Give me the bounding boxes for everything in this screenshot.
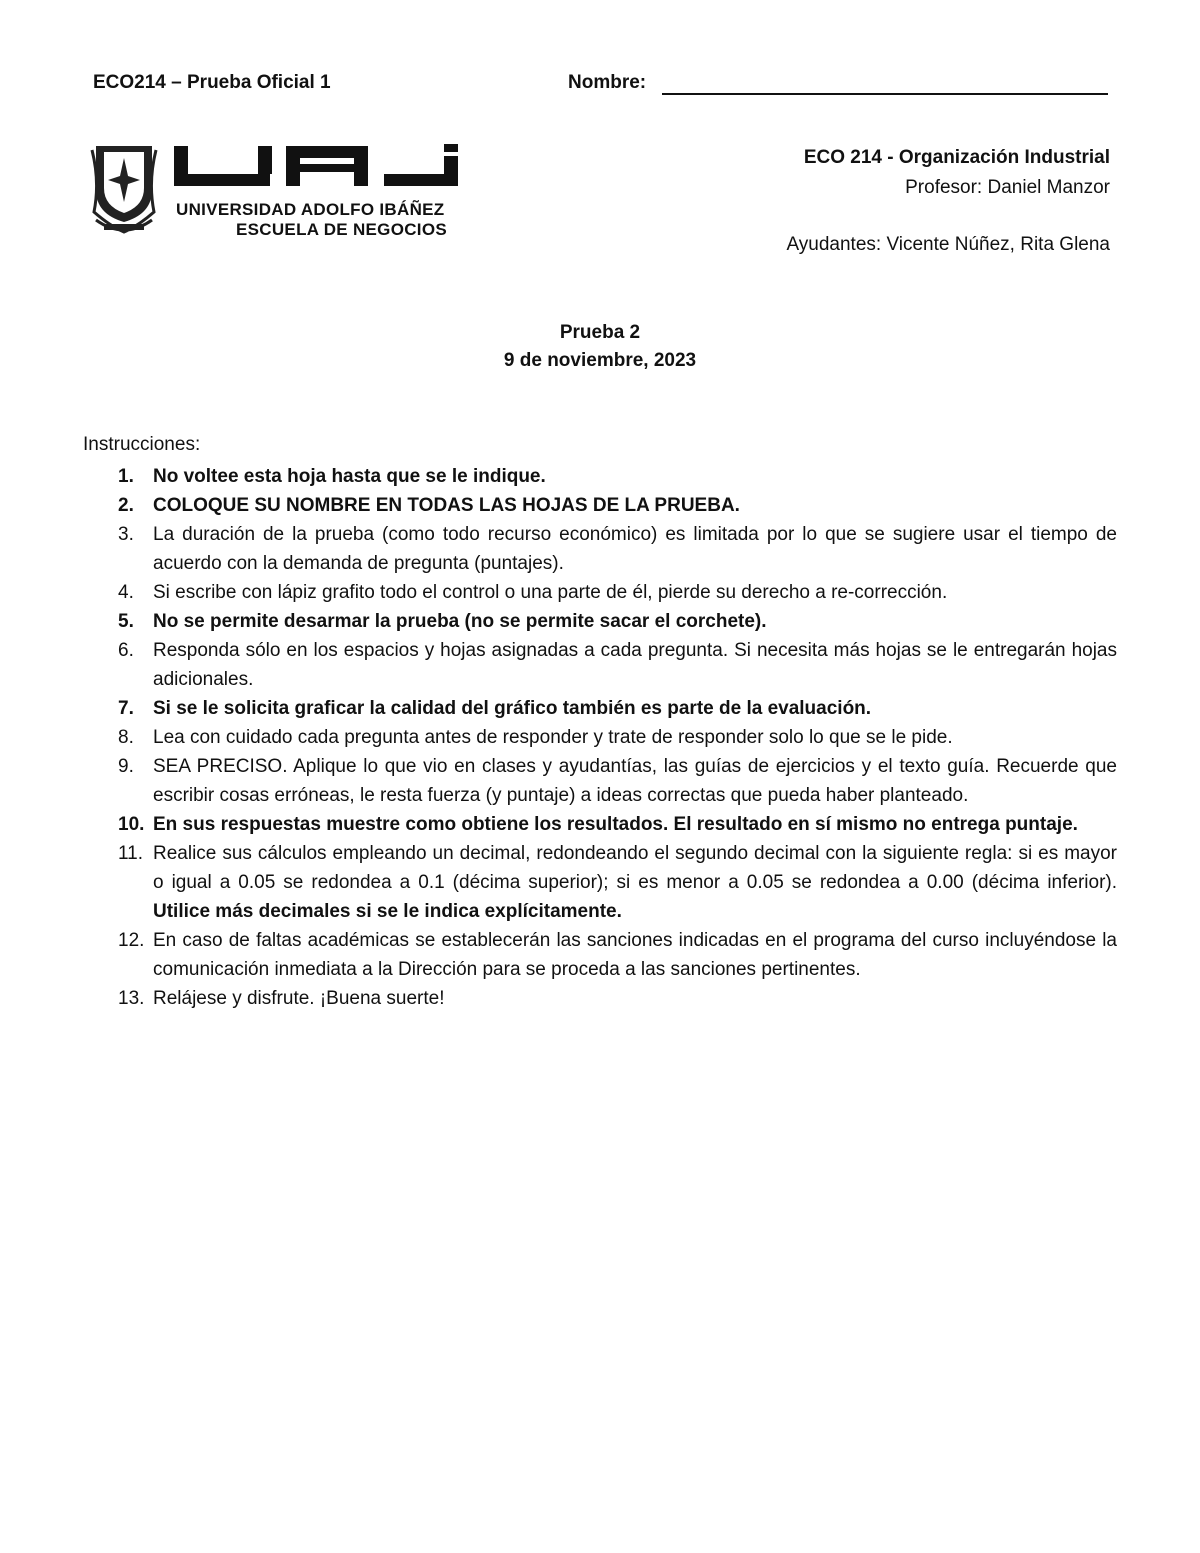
exam-header-title: ECO214 – Prueba Oficial 1 xyxy=(93,72,331,93)
instruction-item xyxy=(83,926,1117,984)
professor: Profesor: Daniel Manzor xyxy=(905,177,1110,198)
instruction-text: SEA PRECISO. Aplique lo que vio en clases y ayudantías, las guías de ejercicios y el texto guía. Recuerde que escribir cosas erróneas, le resta fuerza (y puntaje) a ideas correctas que pueda haber planteado. xyxy=(153,756,1117,806)
logo-university-name: UNIVERSIDAD ADOLFO IBÁÑEZ xyxy=(176,200,445,219)
instructions-heading: Instrucciones: xyxy=(83,434,201,455)
instruction-number: 8. xyxy=(118,727,134,748)
instruction-number: 4. xyxy=(118,582,134,603)
instruction-item xyxy=(83,578,1117,607)
name-input-line[interactable] xyxy=(662,93,1108,95)
instruction-text: No se permite desarmar la prueba (no se permite sacar el corchete). xyxy=(153,611,767,632)
instruction-text: Si escribe con lápiz grafito todo el control o una parte de él, pierde su derecho a re-corrección. xyxy=(153,582,948,603)
instruction-number: 7. xyxy=(118,698,134,719)
logo-school-name: ESCUELA DE NEGOCIOS xyxy=(236,220,447,239)
instruction-number: 6. xyxy=(118,640,134,661)
instruction-number: 9. xyxy=(118,756,134,777)
instruction-text: Si se le solicita graficar la calidad del gráfico también es parte de la evaluación. xyxy=(153,698,872,719)
instruction-number: 2. xyxy=(118,495,134,516)
name-label: Nombre: xyxy=(568,72,647,93)
instruction-bold-tail: Utilice más decimales si se le indica explícitamente. xyxy=(153,901,622,922)
instruction-item xyxy=(83,984,1117,1013)
instruction-item xyxy=(83,752,1117,810)
instruction-item xyxy=(83,694,1117,723)
uai-wordmark xyxy=(174,144,458,186)
instruction-number: 10. xyxy=(118,814,145,835)
exam-title: Prueba 2 xyxy=(559,322,641,343)
instruction-text: No voltee esta hoja hasta que se le indique. xyxy=(153,466,546,487)
instruction-number: 13. xyxy=(118,988,145,1009)
instruction-text: Responda sólo en los espacios y hojas asignadas a cada pregunta. Si necesita más hojas se le entregarán hojas adicionales. xyxy=(153,640,1117,690)
instruction-text: La duración de la prueba (como todo recurso económico) es limitada por lo que se sugiere usar el tiempo de acuerdo con la demanda de pregunta (puntajes). xyxy=(153,524,1117,574)
instruction-number: 12. xyxy=(118,930,145,951)
university-logo xyxy=(90,142,470,242)
instruction-text: Realice sus cálculos empleando un decimal, redondeando el segundo decimal con la siguiente regla: si es mayor o igual a 0.05 se redondea a 0.1 (décima superior); si es menor a 0.05 se redondea a 0.00 (décima inferior). xyxy=(153,843,1117,893)
instructions-list xyxy=(83,462,1117,1013)
instruction-text: Relájese y disfrute. ¡Buena suerte! xyxy=(153,988,445,1009)
instruction-item xyxy=(83,491,1117,520)
instruction-number: 1. xyxy=(118,466,134,487)
instruction-number: 3. xyxy=(118,524,134,545)
instruction-text: COLOQUE SU NOMBRE EN TODAS LAS HOJAS DE LA PRUEBA. xyxy=(153,495,740,516)
instruction-item xyxy=(83,607,1117,636)
instruction-text: En caso de faltas académicas se establecerán las sanciones indicadas en el programa del curso incluyéndose la comunicación inmediata a la Dirección para se proceda a las sanciones pertinentes. xyxy=(153,930,1117,980)
instruction-item xyxy=(83,723,1117,752)
instruction-text: Lea con cuidado cada pregunta antes de responder y trate de responder solo lo que se le pide. xyxy=(153,727,953,748)
instruction-item xyxy=(83,810,1117,839)
instruction-number: 5. xyxy=(118,611,134,632)
assistants: Ayudantes: Vicente Núñez, Rita Glena xyxy=(786,234,1110,255)
crest-icon xyxy=(92,146,156,232)
instruction-item xyxy=(83,636,1117,694)
instruction-text: En sus respuestas muestre como obtiene los resultados. El resultado en sí mismo no entrega puntaje. xyxy=(153,814,1078,835)
exam-date: 9 de noviembre, 2023 xyxy=(503,350,697,371)
instruction-item xyxy=(83,462,1117,491)
course-name: ECO 214 - Organización Industrial xyxy=(803,147,1110,168)
instruction-item xyxy=(83,520,1117,578)
instruction-item xyxy=(83,839,1117,926)
instruction-number: 11. xyxy=(118,843,144,864)
